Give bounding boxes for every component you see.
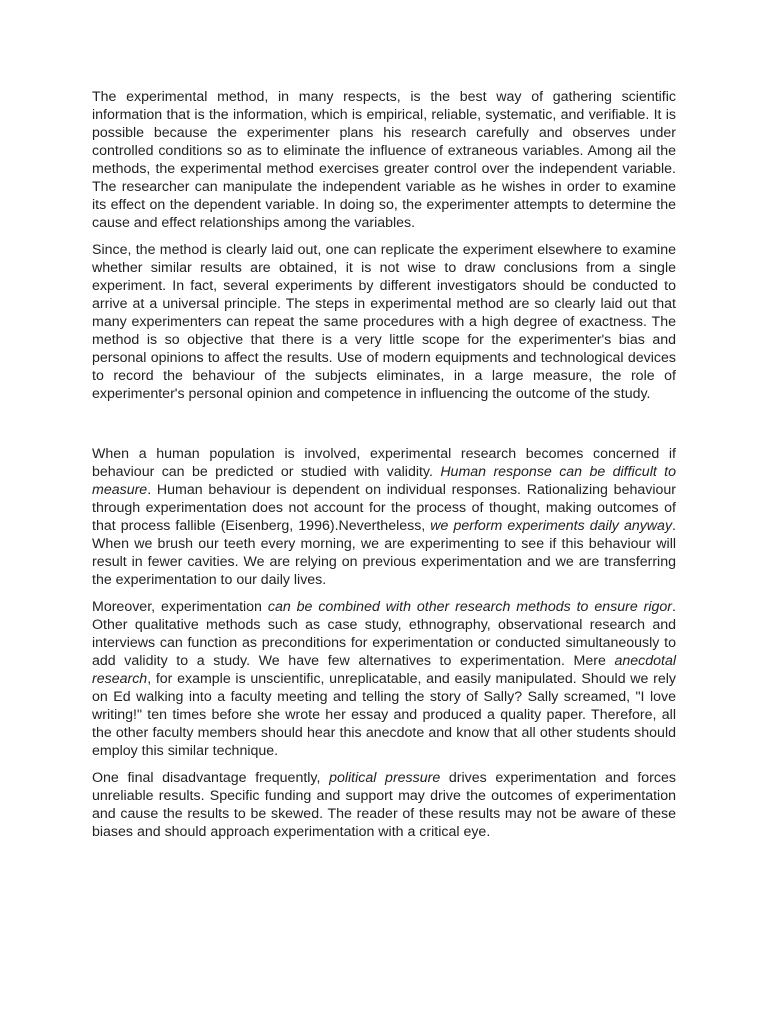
document-page <box>92 88 676 850</box>
text: One final disadvantage frequently, <box>92 770 330 786</box>
text: The experimental method, in many respects, is the best way of gathering scientific information that is the information, which is empirical, reliable, systematic, and verifiable. It is possible because the experimenter plans his research carefully and observes under controlled conditions so as to eliminate the influence of extraneous variables. Among ail the methods, the experimental method exercises greater control over the independent variable. The researcher can manipulate the independent variable as he wishes in order to examine its effect on the dependent variable. In doing so, the experimenter attempts to determine the cause and effect relationships among the variables. <box>92 89 676 231</box>
text: When a human population is involved, experimental research becomes concerned if behaviour can be predicted or studied with validity. <box>92 446 676 480</box>
text: . Human behaviour is dependent on individual responses. Rationalizing behaviour through experimentation does not account for the process of thought, making outcomes of that process fallible (Eisenberg, 1996).Nevertheless, <box>92 482 676 534</box>
text: , for example is unscientific, unreplicatable, and easily manipulated. Should we rely on Ed walking into a faculty meeting and telling the story of Sally? Sally screamed, "I love writing!" ten times before she wrote her essay and produced a quality paper. Therefore, all the other faculty members should hear this anecdote and know that all other students should employ this similar technique. <box>92 671 676 759</box>
text: Since, the method is clearly laid out, one can replicate the experiment elsewhere to examine whether similar results are obtained, it is not wise to draw conclusions from a single experiment. In fact, several experiments by different investigators should be conducted to arrive at a universal principle. The steps in experimental method are so clearly laid out that many experimenters can repeat the same procedures with a high degree of exactness. The method is so objective that there is a very little scope for the experimenter's bias and personal opinions to affect the results. Use of modern equipments and technological devices to record the behaviour of the subjects eliminates, in a large measure, the role of experimenter's personal opinion and competence in influencing the outcome of the study. <box>92 242 676 402</box>
italic-text: we perform experiments daily anyway <box>430 518 673 534</box>
text: . Other qualitative methods such as case study, ethnography, observational research and interviews can function as preconditions for experimentation or conducted simultaneously to add validity to a study. We have few alternatives to experimentation. Mere <box>92 599 676 669</box>
text: . When we brush our teeth every morning, we are experimenting to see if this behaviour will result in fewer cavities. We are relying on previous experimentation and we are transferring the experimentation to our daily lives. <box>92 518 676 588</box>
paragraph-4 <box>92 598 676 760</box>
italic-text: can be combined with other research methods to ensure rigor <box>267 599 673 615</box>
paragraph-3 <box>92 445 676 589</box>
text: Moreover, experimentation <box>92 599 268 615</box>
paragraph-1 <box>92 88 676 232</box>
paragraph-5 <box>92 769 676 841</box>
paragraph-2 <box>92 241 676 403</box>
italic-text: anecdotal research <box>92 653 676 687</box>
italic-text: Human response can be difficult to measure <box>92 464 677 498</box>
text: drives experimentation and forces unreliable results. Specific funding and support may drive the outcomes of experimentation and cause the results to be skewed. The reader of these results may not be aware of these biases and should approach experimentation with a critical eye. <box>92 770 676 840</box>
italic-text: political pressure <box>329 770 441 786</box>
